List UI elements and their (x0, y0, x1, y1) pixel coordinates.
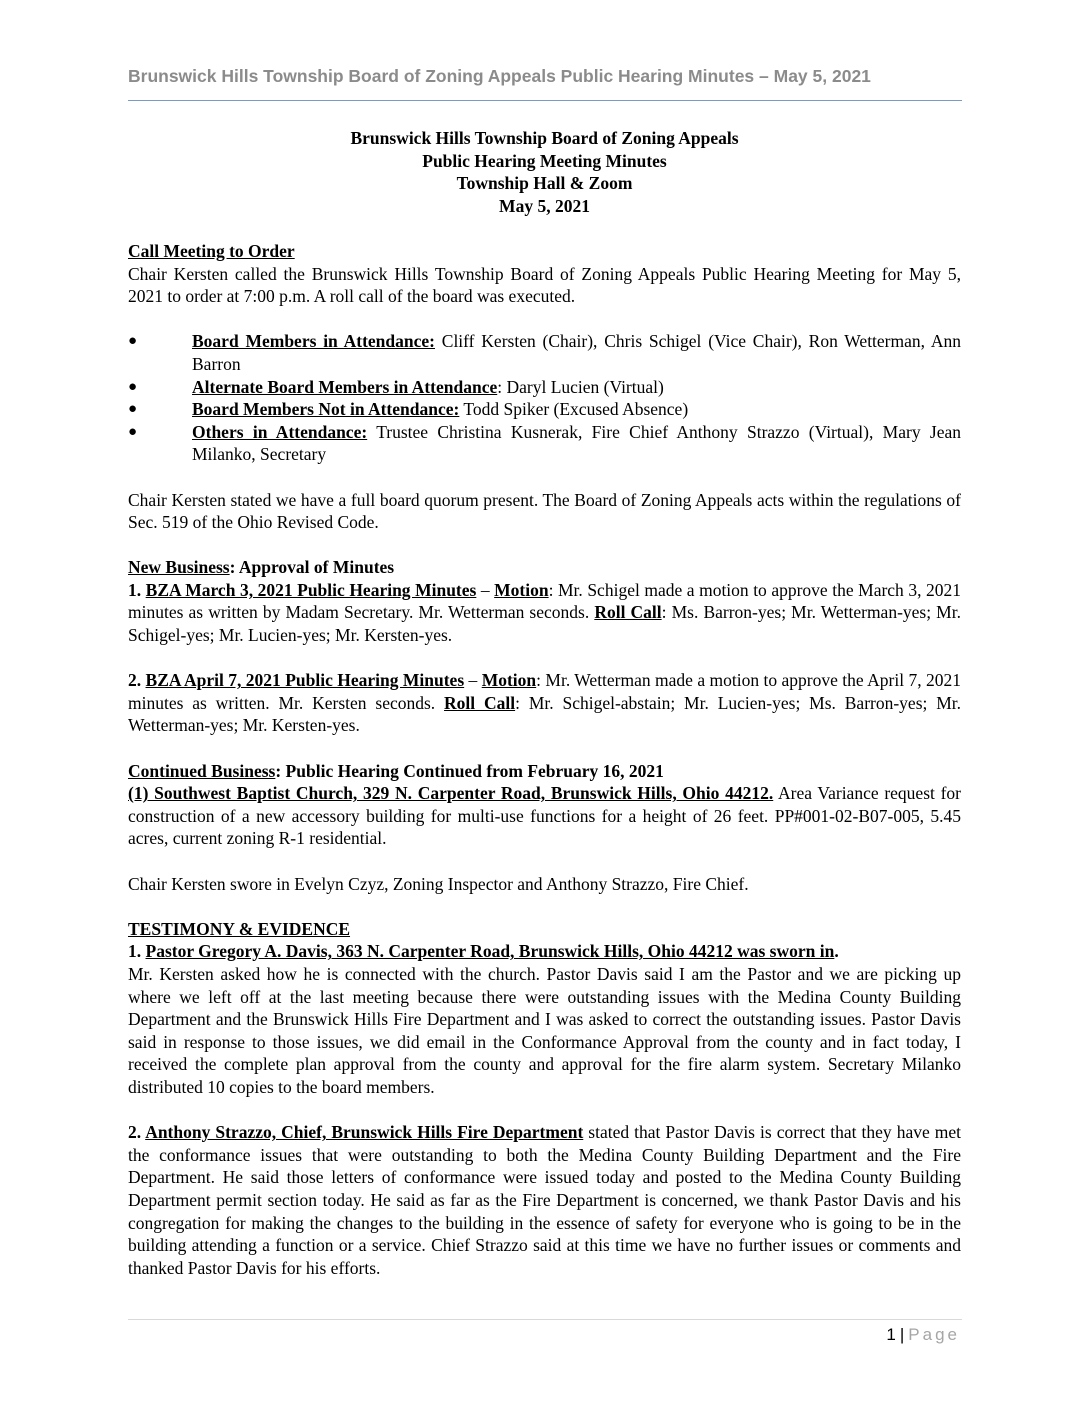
motion-label: Motion (494, 579, 549, 600)
witness-name: Pastor Gregory A. Davis, 363 N. Carpenter Road, Brunswick Hills, Ohio 44212 was sworn in (145, 941, 835, 962)
bullet-icon: ● (128, 423, 138, 440)
attendance-item (128, 330, 961, 375)
document-body (128, 127, 961, 1279)
sworn-in-text: Chair Kersten swore in Evelyn Czyz, Zoning Inspector and Anthony Strazzo, Fire Chief. (128, 873, 749, 894)
header-divider (128, 100, 962, 101)
new-business-item-2 (128, 669, 961, 737)
continued-business-heading (128, 760, 961, 783)
witness-name: Anthony Strazzo, Chief, Brunswick Hills Fire Department (145, 1122, 584, 1143)
case-title: (1) Southwest Baptist Church, 329 N. Carpenter Road, Brunswick Hills, Ohio 44212. (128, 783, 774, 804)
testimony-heading: TESTIMONY & EVIDENCE (128, 918, 351, 939)
bullet-icon: ● (128, 401, 138, 418)
testimony-item-1-text: Mr. Kersten asked how he is connected with the church. Pastor Davis said I am the Pastor and we are picking up where we left off at the last meeting because there were outstanding issues with the Medina County Building Department and the Brunswick Hills Fire Department and I was asked to correct the outstanding issues. Pastor Davis said in response to those issues, we did email in the Conformance Approval from the county and in fact today, I received the complete plan approval from the county and approval for the fire alarm system. Secretary Milanko distributed 10 copies to the board members. (128, 963, 961, 1097)
attendance-text: Todd Spiker (Excused Absence) (459, 399, 689, 420)
roll-call-text: : Mr. Schigel-abstain; Mr. Lucien-yes; Ms. Barron-yes; Mr. Wetterman-yes; Mr. Kersten-yes. (128, 692, 962, 736)
item-number: 2. (128, 670, 146, 691)
roll-call-label: Roll Call (594, 602, 662, 623)
attendance-text: Trustee Christina Kusnerak, Fire Chief Anthony Strazzo (Virtual), Mary Jean Milanko, Secretary (192, 421, 961, 465)
case-text: Area Variance request for construction of a new accessory building for multi-use functions for a height of 26 feet. PP#001-02-B07-005, 5.45 acres, current zoning R-1 residential. (128, 783, 961, 849)
dash: – (476, 579, 495, 600)
attendance-label: Board Members in Attendance: (192, 331, 435, 352)
footer-separator: | (899, 1325, 905, 1344)
attendance-item (128, 398, 961, 421)
motion-label: Motion (481, 670, 537, 691)
title-line-2: Public Hearing Meeting Minutes (422, 150, 667, 171)
item-number: 2. (128, 1122, 146, 1143)
attendance-label: Alternate Board Members in Attendance (192, 376, 498, 397)
title-line-1: Brunswick Hills Township Board of Zoning Appeals (350, 128, 739, 148)
page-label: Page (908, 1325, 960, 1344)
call-to-order-text: Chair Kersten called the Brunswick Hills Township Board of Zoning Appeals Public Hearing Meeting for May 5, 2021 to order at 7:00 p.m. A roll call of the board was executed. (128, 263, 961, 307)
continued-business-label: Continued Business (128, 760, 276, 781)
call-to-order-heading: Call Meeting to Order (128, 240, 295, 261)
roll-call-text: : Ms. Barron-yes; Mr. Wetterman-yes; Mr. Schigel-yes; Mr. Lucien-yes; Mr. Kersten-yes. (128, 602, 961, 646)
bullet-icon: ● (128, 378, 138, 395)
new-business-label: New Business (128, 557, 230, 578)
motion-text: : Mr. Schigel made a motion to approve the March 3, 2021 minutes as written by Madam Secretary. Mr. Wetterman seconds. (128, 579, 961, 623)
continued-business-subtitle: : Public Hearing Continued from February 16, 2021 (275, 760, 664, 781)
minutes-title: BZA April 7, 2021 Public Hearing Minutes (145, 670, 465, 691)
title-line-4: May 5, 2021 (499, 195, 590, 216)
testimony-item-1-title (128, 940, 961, 963)
new-business-heading (128, 556, 961, 579)
attendance-item (128, 376, 961, 399)
title-block (128, 127, 961, 217)
attendance-text: Cliff Kersten (Chair), Chris Schigel (Vice Chair), Ron Wetterman, Ann Barron (192, 331, 961, 374)
attendance-text: : Daryl Lucien (Virtual) (497, 376, 664, 397)
testimony-text: stated that Pastor Davis is correct that they have met the conformance issues that were outstanding to both the Medina County Building Department and the Fire Department. He said those letters of conformance were issued today and posted to the Medina County Building Department permit section today. He said as far as the Fire Department is concerned, we thank Pastor Davis and his congregation for making the changes to the building in the essence of safety for everyone who is going to be in the building attending a function or a service. Chief Strazzo said at this time we have no further issues or comments and thanked Pastor Davis for his efforts. (128, 1122, 961, 1278)
attendance-item (128, 421, 961, 466)
title-line-3: Township Hall & Zoom (456, 173, 633, 194)
page-number: 1 (886, 1325, 896, 1344)
case-paragraph (128, 782, 961, 850)
page-footer (886, 1325, 960, 1345)
minutes-title: BZA March 3, 2021 Public Hearing Minutes (145, 579, 477, 600)
footer-divider (128, 1319, 962, 1320)
attendance-label: Board Members Not in Attendance: (192, 399, 460, 420)
period: . (834, 941, 839, 962)
item-number: 1. (128, 579, 146, 600)
quorum-text: Chair Kersten stated we have a full board quorum present. The Board of Zoning Appeals acts within the regulations of Sec. 519 of the Ohio Revised Code. (128, 489, 961, 533)
attendance-label: Others in Attendance: (192, 421, 368, 442)
motion-text: : Mr. Wetterman made a motion to approve the April 7, 2021 minutes as written. Mr. Kersten seconds. (128, 670, 961, 713)
item-number: 1. (128, 941, 146, 962)
new-business-item-1 (128, 579, 961, 647)
attendance-list (128, 330, 961, 466)
bullet-icon: ● (128, 333, 138, 350)
new-business-subtitle: : Approval of Minutes (229, 557, 395, 578)
roll-call-label: Roll Call (444, 692, 516, 713)
testimony-item-2 (128, 1121, 961, 1279)
dash: – (464, 670, 482, 691)
running-header: Brunswick Hills Township Board of Zoning Appeals Public Hearing Minutes – May 5, 2021 (128, 66, 871, 86)
